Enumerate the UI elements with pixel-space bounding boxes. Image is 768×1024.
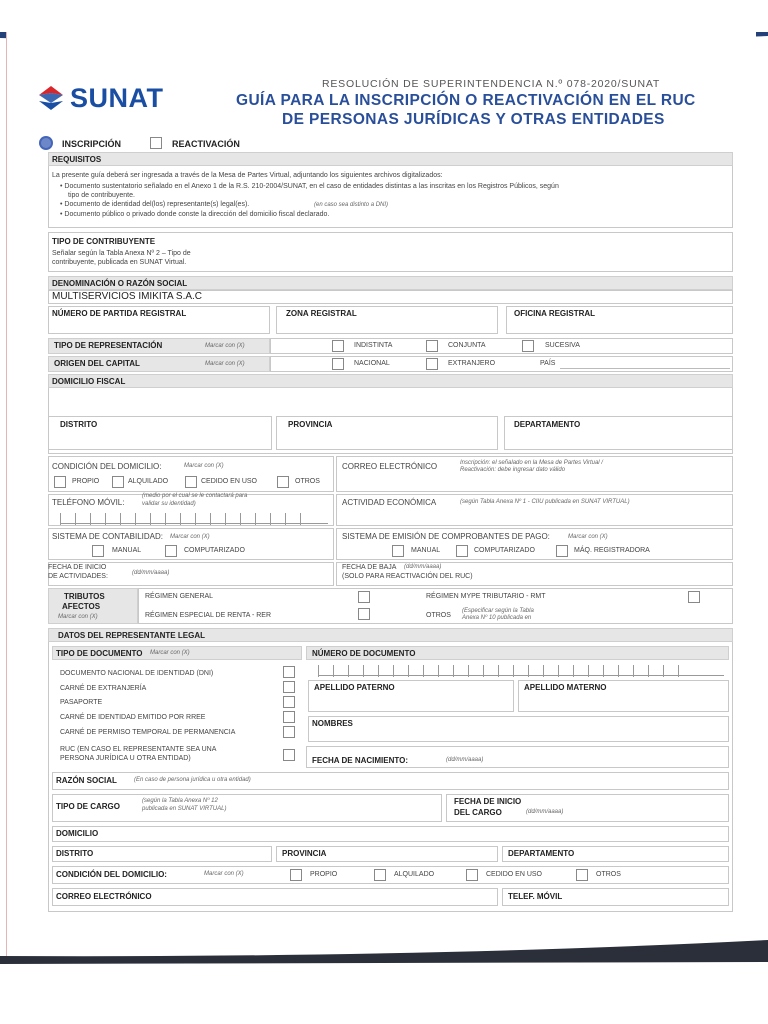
nacional-label: NACIONAL — [354, 360, 390, 367]
fecha-inicio-label2: DE ACTIVIDADES: — [48, 573, 108, 580]
tipo-cargo-label: TIPO DE CARGO — [56, 802, 121, 811]
telefono-note1: (medio por el cual se le contactará para — [142, 493, 248, 499]
rep-departamento-label: DEPARTAMENTO — [508, 849, 575, 858]
comprobantes-computarizado-checkbox[interactable] — [456, 545, 468, 557]
otros-regimen-label: OTROS — [426, 612, 451, 619]
tipo-doc-mark: Marcar con (X) — [150, 650, 190, 656]
rep-propio-checkbox[interactable] — [290, 869, 302, 881]
comprobantes-mark: Marcar con (X) — [568, 534, 608, 540]
sunat-logo-icon — [36, 83, 66, 113]
sunat-logo — [36, 80, 186, 116]
capital-mark: Marcar con (X) — [205, 361, 245, 367]
tributos-mark: Marcar con (X) — [58, 614, 98, 620]
correo-note2: Reactivación: debe ingresar dato válido — [460, 467, 566, 473]
fecha-baja-label2: (SOLO PARA REACTIVACIÓN DEL RUC) — [342, 573, 473, 580]
correo-label: CORREO ELECTRÓNICO — [342, 462, 438, 471]
apellido-materno-label: APELLIDO MATERNO — [524, 683, 607, 692]
requisito-2-note: (en caso sea distinto a DNI) — [314, 202, 389, 208]
otros-checkbox[interactable] — [277, 476, 289, 488]
fecha-baja-format: (dd/mm/aaaa) — [404, 564, 442, 570]
telefono-note2: validar su identidad) — [142, 501, 196, 507]
doc-dni-checkbox[interactable] — [283, 666, 295, 678]
tipo-cargo-note1: (según la Tabla Anexa Nº 12 — [142, 798, 218, 804]
actividad-note: (según Tabla Anexa Nº 1 - CIIU publicada en SUNAT VIRTUAL) — [460, 499, 630, 505]
capital-title: ORIGEN DEL CAPITAL — [54, 359, 140, 368]
rep-alquilado-checkbox[interactable] — [374, 869, 386, 881]
rep-domicilio-label: DOMICILIO — [56, 829, 99, 838]
rep-otros-checkbox[interactable] — [576, 869, 588, 881]
form-title-line1: GUÍA PARA LA INSCRIPCIÓN O REACTIVACIÓN EN EL RUC — [236, 92, 696, 109]
regimen-general-checkbox[interactable] — [358, 591, 370, 603]
tipo-contribuyente-note1: Señalar según la Tabla Anexa Nº 2 – Tipo de — [52, 250, 191, 257]
doc-ruc-label1: RUC (EN CASO EL REPRESENTANTE SEA UNA — [60, 746, 217, 753]
departamento-label: DEPARTAMENTO — [514, 420, 581, 429]
oficina-registral-label: OFICINA REGISTRAL — [514, 309, 596, 318]
reactivacion-label: REACTIVACIÓN — [172, 139, 240, 149]
contabilidad-mark: Marcar con (X) — [170, 534, 210, 540]
numero-partida-label: NÚMERO DE PARTIDA REGISTRAL — [52, 309, 187, 318]
rep-distrito-label: DISTRITO — [56, 849, 94, 858]
doc-rree-checkbox[interactable] — [283, 711, 295, 723]
telefono-digit-boxes[interactable] — [60, 512, 328, 524]
distrito-label: DISTRITO — [60, 420, 98, 429]
razon-social-note: (En caso de persona jurídica u otra entidad) — [134, 777, 251, 783]
domicilio-title: DOMICILIO FISCAL — [52, 377, 126, 386]
conjunta-label: CONJUNTA — [448, 342, 486, 349]
pais-label: PAÍS — [540, 360, 556, 367]
regimen-rmt-label: RÉGIMEN MYPE TRIBUTARIO - RMT — [426, 593, 546, 600]
requisito-2: • Documento de identidad del(los) representante(s) legal(es). — [60, 201, 250, 208]
extranjero-label: EXTRANJERO — [448, 360, 496, 367]
fecha-inicio-cargo-format: (dd/mm/aaaa) — [526, 809, 564, 815]
numero-doc-label: NÚMERO DE DOCUMENTO — [312, 649, 416, 658]
rep-cedido-label: CEDIDO EN USO — [486, 871, 543, 878]
tipo-contribuyente-note2: contribuyente, publicada en SUNAT Virtual. — [52, 259, 187, 266]
nombres-field[interactable] — [308, 716, 729, 742]
doc-pasaporte-label: PASAPORTE — [60, 699, 103, 706]
pais-input[interactable] — [560, 368, 730, 369]
doc-pasaporte-checkbox[interactable] — [283, 696, 295, 708]
razon-social-label: RAZÓN SOCIAL — [56, 776, 117, 785]
rep-provincia-label: PROVINCIA — [282, 849, 327, 858]
sucesiva-checkbox[interactable] — [522, 340, 534, 352]
maq-registradora-label: MÁQ. REGISTRADORA — [574, 547, 650, 554]
requisito-1: • Documento sustentatorio señalado en el Anexo 1 de la R.S. 210-2004/SUNAT, en el caso de entidades distintas a las inscritas en los Registros Públicos, según — [60, 183, 559, 190]
actividad-label: ACTIVIDAD ECONÓMICA — [342, 498, 437, 507]
maq-registradora-checkbox[interactable] — [556, 545, 568, 557]
requisitos-header — [48, 152, 733, 166]
contabilidad-manual-checkbox[interactable] — [92, 545, 104, 557]
otros-regimen-note1: (Especificar según la Tabla — [462, 608, 534, 614]
sucesiva-label: SUCESIVA — [545, 342, 580, 349]
doc-ce-checkbox[interactable] — [283, 681, 295, 693]
comprobantes-manual-checkbox[interactable] — [392, 545, 404, 557]
rep-cedido-checkbox[interactable] — [466, 869, 478, 881]
requisito-1-cont: tipo de contribuyente. — [68, 192, 135, 199]
comprobantes-computarizado-label: COMPUTARIZADO — [474, 547, 535, 554]
propio-checkbox[interactable] — [54, 476, 66, 488]
indistinta-label: INDISTINTA — [354, 342, 393, 349]
provincia-label: PROVINCIA — [288, 420, 333, 429]
rep-propio-label: PROPIO — [310, 871, 338, 878]
fecha-baja-label1: FECHA DE BAJA — [342, 564, 397, 571]
representacion-title: TIPO DE REPRESENTACIÓN — [54, 341, 163, 350]
tipo-contribuyente-title: TIPO DE CONTRIBUYENTE — [52, 237, 156, 246]
doc-ptp-checkbox[interactable] — [283, 726, 295, 738]
tipo-doc-label: TIPO DE DOCUMENTO — [56, 649, 143, 658]
nombres-label: NOMBRES — [312, 719, 353, 728]
numero-doc-digit-boxes[interactable] — [318, 664, 724, 676]
condicion-mark: Marcar con (X) — [184, 463, 224, 469]
denominacion-value: MULTISERVICIOS IMIKITA S.A.C — [52, 291, 203, 302]
representacion-mark: Marcar con (X) — [205, 343, 245, 349]
denominacion-title: DENOMINACIÓN O RAZÓN SOCIAL — [52, 279, 188, 288]
regimen-rer-checkbox[interactable] — [358, 608, 370, 620]
reactivacion-checkbox[interactable] — [150, 137, 162, 149]
alquilado-label: ALQUILADO — [128, 478, 169, 485]
tipo-cargo-note2: publicada en SUNAT VIRTUAL) — [142, 806, 227, 812]
fecha-nacimiento-format: (dd/mm/aaaa) — [446, 757, 484, 763]
bottom-decorative-band — [0, 938, 768, 968]
doc-dni-label: DOCUMENTO NACIONAL DE IDENTIDAD (DNI) — [60, 670, 214, 677]
comprobantes-title: SISTEMA DE EMISIÓN DE COMPROBANTES DE PAGO: — [342, 532, 550, 541]
cedido-checkbox[interactable] — [185, 476, 197, 488]
form-title-line2: DE PERSONAS JURÍDICAS Y OTRAS ENTIDADES — [282, 111, 665, 128]
apellido-paterno-label: APELLIDO PATERNO — [314, 683, 395, 692]
rep-condicion-label: CONDICIÓN DEL DOMICILIO: — [56, 870, 167, 879]
rep-condicion-mark: Marcar con (X) — [204, 871, 244, 877]
fecha-inicio-format: (dd/mm/aaaa) — [132, 570, 170, 576]
extranjero-checkbox[interactable] — [426, 358, 438, 370]
comprobantes-manual-label: MANUAL — [411, 547, 441, 554]
doc-ce-label: CARNÉ DE EXTRANJERÍA — [60, 685, 147, 692]
rep-otros-label: OTROS — [596, 871, 621, 878]
brand-name: SUNAT — [70, 82, 164, 113]
indistinta-checkbox[interactable] — [332, 340, 344, 352]
condicion-title: CONDICIÓN DEL DOMICILIO: — [52, 462, 162, 471]
contabilidad-title: SISTEMA DE CONTABILIDAD: — [52, 532, 163, 541]
rep-correo-label: CORREO ELECTRÓNICO — [56, 892, 152, 901]
contabilidad-computarizado-checkbox[interactable] — [165, 545, 177, 557]
inscripcion-label: INSCRIPCIÓN — [62, 139, 122, 149]
conjunta-checkbox[interactable] — [426, 340, 438, 352]
doc-rree-label: CARNÉ DE IDENTIDAD EMITIDO POR RREE — [60, 714, 206, 721]
rep-alquilado-label: ALQUILADO — [394, 871, 435, 878]
fecha-inicio-cargo-label2: DEL CARGO — [454, 808, 502, 817]
alquilado-checkbox[interactable] — [112, 476, 124, 488]
fecha-nacimiento-label: FECHA DE NACIMIENTO: — [312, 756, 408, 765]
otros-label: OTROS — [295, 478, 320, 485]
fecha-inicio-cargo-label1: FECHA DE INICIO — [454, 797, 522, 806]
rep-domicilio-field[interactable] — [52, 826, 729, 842]
rep-telefono-label: TELEF. MÓVIL — [508, 892, 563, 901]
contabilidad-computarizado-label: COMPUTARIZADO — [184, 547, 245, 554]
correo-note1: Inscripción: el señalado en la Mesa de Partes Virtual / — [460, 460, 603, 466]
domicilio-header — [48, 374, 733, 388]
regimen-rer-label: RÉGIMEN ESPECIAL DE RENTA - RER — [145, 612, 272, 619]
doc-ptp-label: CARNÉ DE PERMISO TEMPORAL DE PERMANENCIA — [60, 729, 236, 736]
tributos-title2: AFECTOS — [62, 602, 101, 611]
doc-ruc-label2: PERSONA JURÍDICA U OTRA ENTIDAD) — [60, 755, 191, 762]
contabilidad-manual-label: MANUAL — [112, 547, 142, 554]
zona-registral-label: ZONA REGISTRAL — [286, 309, 357, 318]
regimen-rmt-checkbox[interactable] — [688, 591, 700, 603]
cedido-label: CEDIDO EN USO — [201, 478, 258, 485]
nacional-checkbox[interactable] — [332, 358, 344, 370]
requisito-3: • Documento público o privado donde conste la dirección del domicilio fiscal declarado. — [60, 211, 330, 218]
tributos-title1: TRIBUTOS — [64, 592, 105, 601]
requisitos-intro: La presente guía deberá ser ingresada a través de la Mesa de Partes Virtual, adjuntando los siguientes archivos digitalizados: — [52, 172, 443, 179]
otros-regimen-note2: Anexa Nº 10 publicada en — [462, 615, 532, 621]
telefono-label: TELÉFONO MÓVIL: — [52, 498, 125, 507]
resolution-number: RESOLUCIÓN DE SUPERINTENDENCIA N.º 078-2020/SUNAT — [322, 78, 661, 90]
regimen-general-label: RÉGIMEN GENERAL — [145, 593, 214, 600]
propio-label: PROPIO — [72, 478, 100, 485]
inscripcion-selected-badge-icon — [38, 135, 54, 151]
requisitos-title: REQUISITOS — [52, 155, 102, 164]
doc-ruc-checkbox[interactable] — [283, 749, 295, 761]
fecha-inicio-label1: FECHA DE INICIO — [48, 564, 107, 571]
representante-title: DATOS DEL REPRESENTANTE LEGAL — [58, 631, 205, 640]
